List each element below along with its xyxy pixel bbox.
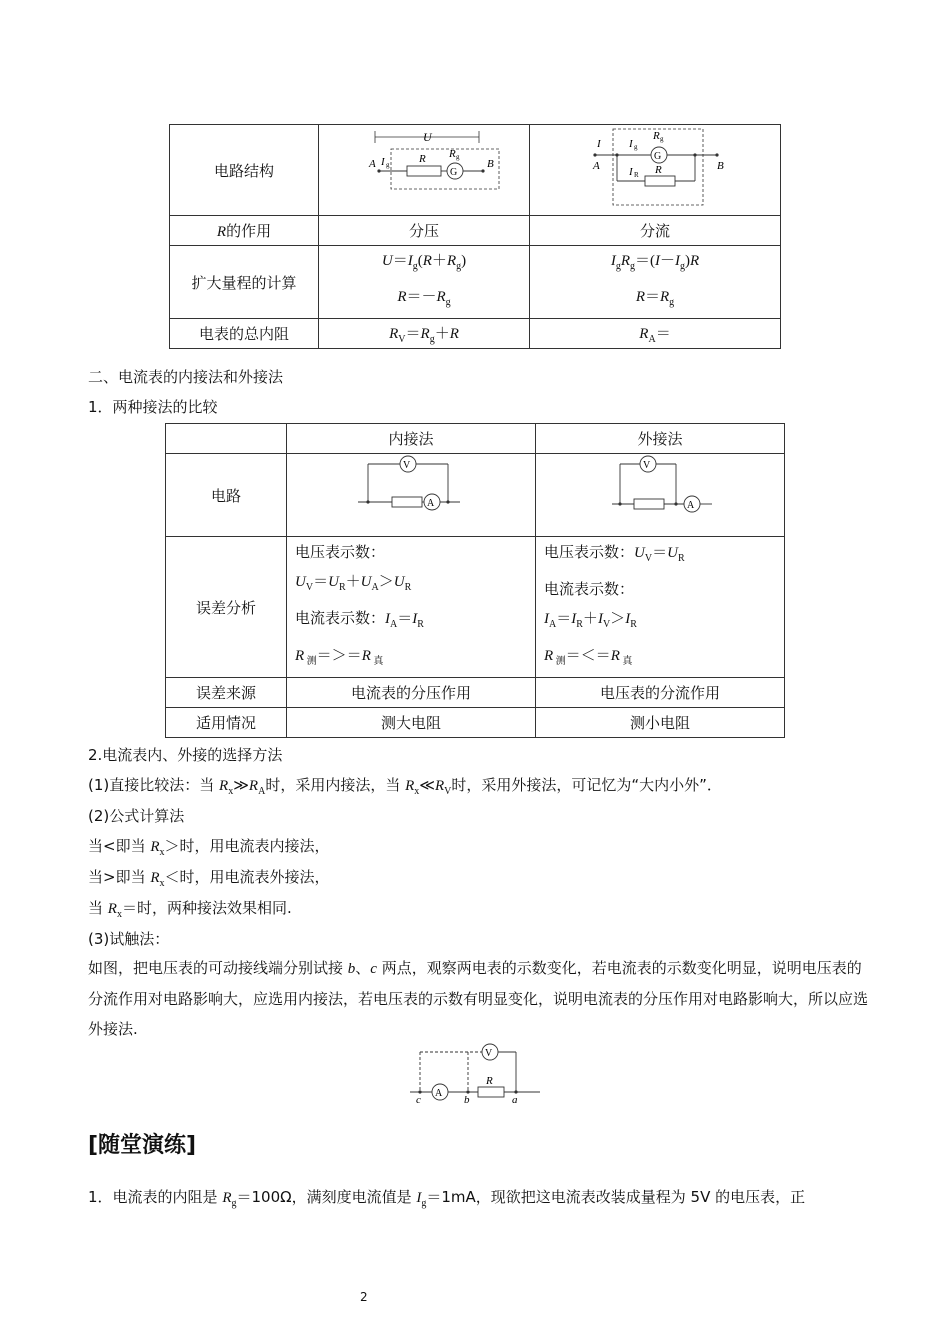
calc-parallel-line1: $I_gR_g=(I-I_g)R$	[610, 253, 700, 272]
trial-voltmeter-label: V	[485, 1048, 493, 1059]
cell-calc-series	[319, 246, 530, 319]
outer-line3: $I_A=I_R+I_V>I_R$	[544, 611, 637, 630]
point-a-label: a	[512, 1094, 518, 1104]
trial-ammeter-label: A	[435, 1088, 443, 1099]
label-rg: R	[449, 148, 456, 160]
label-r: R	[419, 153, 426, 165]
point-c-label: c	[416, 1094, 421, 1104]
label-ig-sub: g	[386, 161, 390, 169]
trial-r-label: R	[486, 1075, 493, 1087]
cell-apply-inner: 测大电阻	[287, 708, 536, 738]
cell-label-error: 误差分析	[166, 537, 287, 678]
voltmeter-outer-label: V	[643, 460, 651, 471]
method-p6: (3)试触法：	[88, 930, 170, 948]
page-number: 2	[360, 1290, 368, 1304]
cell-fig-inner	[287, 454, 536, 537]
label-ig2-sub: g	[634, 143, 638, 151]
trial-touch-circuit	[400, 1042, 550, 1104]
method-p7: 如图，把电压表的可动接线端分别试接 b、c 两点，观察两电表的示数变化，若电流表的示数变化明显，说明电压表的分流作用对电路影响大，应选用内接法，若电压表的示数有明显变化，说明电流表的分压作用对电路影响大，所以应选外接法.	[88, 959, 869, 1038]
method-p5: 当 $R_x=$时，两种接法效果相同.	[88, 899, 292, 920]
cell-apply-outer: 测小电阻	[536, 708, 785, 738]
label-g2: G	[654, 151, 662, 162]
practice-q1: 1．电流表的内阻是 $R_g=100\Omega$，满刻度电流值是 $I_g=1mA$，现欲把这电流表改装成量程为 5V 的电压表，正	[88, 1188, 806, 1209]
cell-calc-parallel	[530, 246, 781, 319]
circuit-inner-connection	[288, 454, 534, 532]
label-ir-sub: R	[634, 171, 639, 179]
label-ig: I	[381, 156, 385, 168]
point-b-label: b	[464, 1094, 470, 1104]
label-b: B	[487, 158, 494, 170]
cell-fig-outer	[536, 454, 785, 537]
cell-source-inner: 电流表的分压作用	[287, 678, 536, 708]
cell-fig-series	[319, 125, 530, 216]
table-connection-comparison	[165, 423, 785, 738]
subsection-comparison: 1．两种接法的比较	[88, 398, 218, 416]
circuit-series-diagram	[319, 125, 529, 211]
inner-line2: $U_V=U_R+U_A>U_R$	[295, 574, 412, 593]
cell-header-blank	[166, 424, 287, 454]
cell-error-outer	[536, 537, 785, 678]
cell-header-outer: 外接法	[536, 424, 785, 454]
label-u: U	[423, 130, 432, 144]
table-meter-conversion	[169, 124, 781, 349]
method-title: 2.电流表内、外接的选择方法	[88, 746, 283, 764]
circuit-outer-connection	[536, 454, 784, 532]
outer-line4: R $_测$＝＜＝R $_真$	[544, 646, 633, 667]
cell-role-series: 分压	[319, 216, 530, 246]
outer-line1: 电压表示数：$U_V=U_R$	[544, 543, 685, 564]
circuit-parallel-diagram	[533, 125, 777, 211]
cell-error-inner	[287, 537, 536, 678]
method-p1: (1)直接比较法：当 $R_x≫R_A$时，采用内接法，当 $R_x≪R_V$时，采用外接法，可记忆为“大内小外”．	[88, 776, 722, 797]
label-rg2-sub: g	[660, 135, 664, 143]
cell-label-resistance: 电表的总内阻	[170, 319, 319, 349]
cell-label-source: 误差来源	[166, 678, 287, 708]
inner-line4: R $_测$＝＞＝R $_真$	[295, 646, 384, 667]
cell-res-series: $R_V=R_g+R$	[319, 319, 530, 349]
inner-line1: 电压表示数：	[295, 543, 386, 561]
practice-heading: [随堂演练]	[88, 1133, 197, 1158]
method-p2: (2)公式计算法	[88, 807, 185, 825]
cell-label-circuit: 电路	[166, 454, 287, 537]
calc-series-line1: $U=I_g(R+R_g)$	[381, 253, 467, 272]
cell-source-outer: 电压表的分流作用	[536, 678, 785, 708]
label-b2: B	[717, 160, 724, 172]
voltmeter-inner-label: V	[403, 460, 411, 471]
cell-role-parallel: 分流	[530, 216, 781, 246]
outer-line2: 电流表示数：	[544, 580, 635, 598]
label-a2: A	[593, 160, 600, 172]
cell-res-parallel: $R_A=$	[530, 319, 781, 349]
label-ig2: I	[629, 138, 633, 150]
inner-line3: 电流表示数：$I_A=I_R$	[295, 609, 424, 630]
cell-label-structure: 电路结构	[170, 125, 319, 216]
cell-header-inner: 内接法	[287, 424, 536, 454]
label-rg2: R	[653, 130, 660, 142]
ammeter-outer-label: A	[687, 500, 695, 511]
cell-label-apply: 适用情况	[166, 708, 287, 738]
label-ir: I	[629, 166, 633, 178]
label-rg-sub: g	[456, 153, 460, 161]
label-a: A	[369, 158, 376, 170]
label-r2: R	[655, 164, 662, 176]
label-i: I	[597, 138, 601, 150]
method-p4: 当>即当 $R_x<$时，用电流表外接法，	[88, 868, 330, 889]
cell-label-role: R的作用	[170, 216, 319, 246]
cell-fig-parallel	[530, 125, 781, 216]
method-p3: 当<即当 $R_x>$时，用电流表内接法，	[88, 837, 330, 858]
calc-series-line2: $R=-R_g$	[397, 289, 451, 308]
cell-label-calc: 扩大量程的计算	[170, 246, 319, 319]
label-g: G	[450, 167, 458, 178]
calc-parallel-line2: $R=R_g$	[635, 289, 675, 308]
ammeter-inner-label: A	[427, 498, 435, 509]
section-title: 二、电流表的内接法和外接法	[88, 368, 284, 386]
